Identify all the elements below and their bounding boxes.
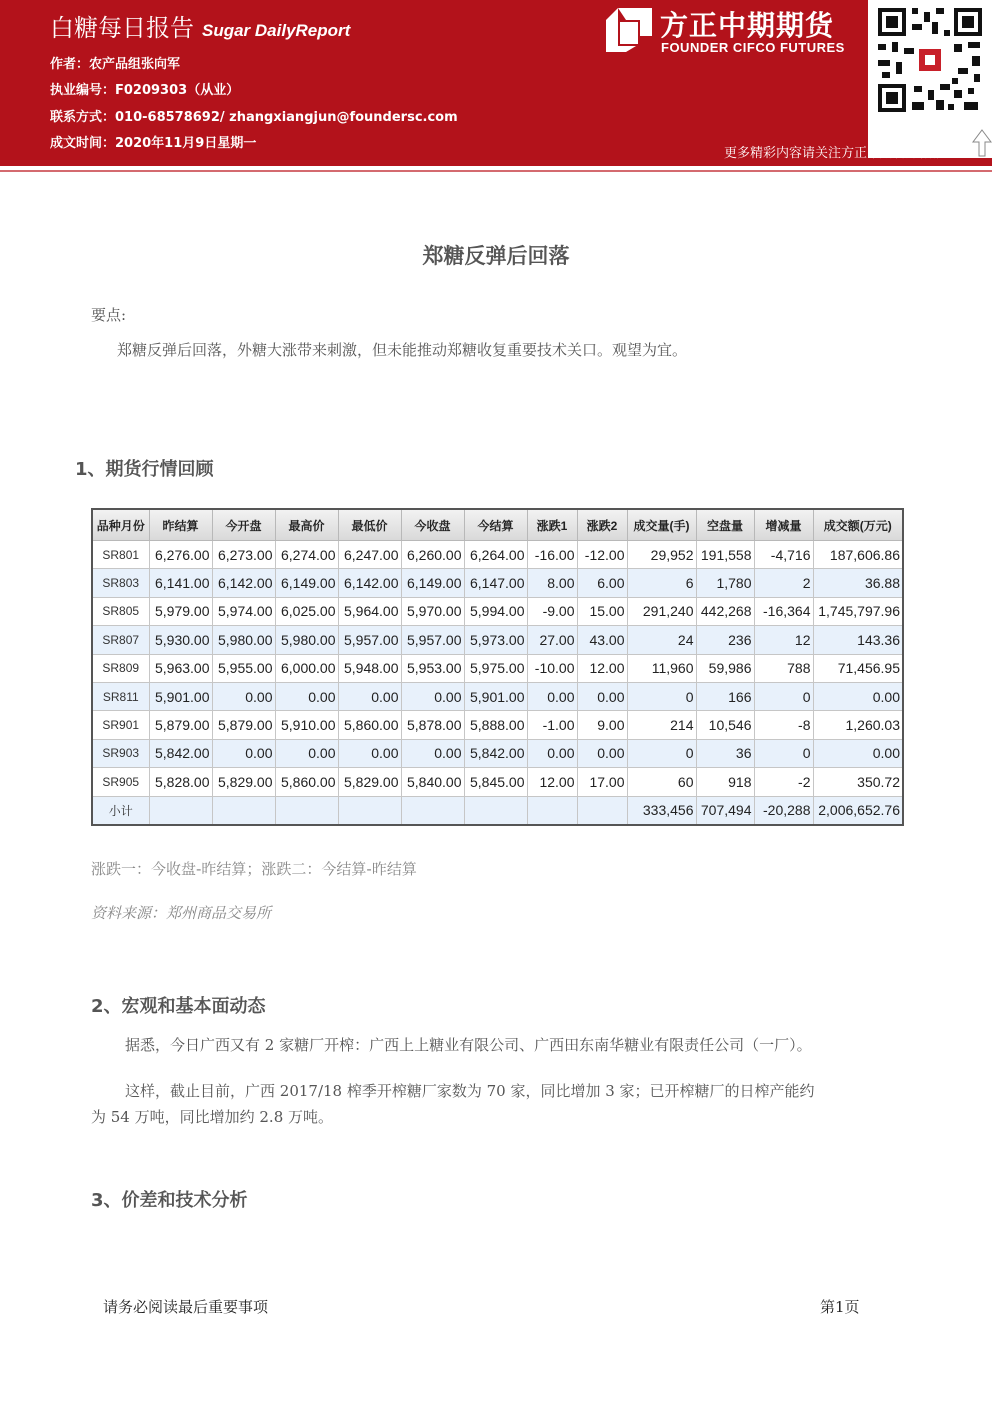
contract-cell: SR809	[92, 654, 149, 682]
table-cell: 6,276.00	[149, 541, 212, 569]
table-cell	[527, 796, 577, 825]
table-cell: 0	[627, 739, 696, 767]
author-line: 作者：农产品组张向军	[50, 57, 181, 72]
table-cell: 6.00	[577, 569, 627, 597]
brand-name-cn: 方正中期期货	[660, 9, 835, 42]
table-cell: 5,829.00	[212, 768, 275, 796]
column-header: 成交量(手)	[627, 509, 696, 541]
table-cell: 5,840.00	[401, 768, 464, 796]
column-header: 涨跌2	[577, 509, 627, 541]
macro-paragraph-1: 据悉，今日广西又有 2 家糖厂开榨：广西上上糖业有限公司、广西田东南华糖业有限责任公司（一厂）。	[125, 1036, 812, 1054]
column-header: 涨跌1	[527, 509, 577, 541]
arrow-up-icon	[972, 128, 992, 158]
table-cell: 36	[696, 739, 754, 767]
table-cell: 6,142.00	[212, 569, 275, 597]
page-number: 第1页	[820, 1298, 860, 1316]
table-cell: 291,240	[627, 597, 696, 625]
table-cell: 5,879.00	[149, 711, 212, 739]
contact-line: 联系方式：010-68578692/ zhangxiangjun@foundersc.com	[50, 110, 458, 125]
section-heading-spread-technical: 3、价差和技术分析	[91, 1190, 248, 1211]
column-header: 最高价	[275, 509, 338, 541]
table-cell: 5,980.00	[212, 626, 275, 654]
table-cell: 0.00	[813, 682, 903, 710]
column-header: 空盘量	[696, 509, 754, 541]
table-row	[92, 541, 903, 569]
column-header: 昨结算	[149, 509, 212, 541]
table-cell: -4,716	[754, 541, 813, 569]
table-cell: 5,860.00	[275, 768, 338, 796]
table-row	[92, 597, 903, 625]
table-cell: 0	[627, 682, 696, 710]
table-cell	[401, 796, 464, 825]
contract-cell: SR805	[92, 597, 149, 625]
table-cell: 5,957.00	[401, 626, 464, 654]
table-cell: 12.00	[527, 768, 577, 796]
table-cell: -10.00	[527, 654, 577, 682]
table-cell: 5,878.00	[401, 711, 464, 739]
table-cell: 59,986	[696, 654, 754, 682]
table-cell: 6,000.00	[275, 654, 338, 682]
table-cell: -8	[754, 711, 813, 739]
table-header-row	[92, 509, 903, 541]
table-cell: 5,879.00	[212, 711, 275, 739]
table-cell: 1,780	[696, 569, 754, 597]
column-header: 今开盘	[212, 509, 275, 541]
table-cell: 6,274.00	[275, 541, 338, 569]
table-cell: 0.00	[275, 682, 338, 710]
table-cell: 0.00	[212, 682, 275, 710]
table-cell	[577, 796, 627, 825]
table-cell: 12	[754, 626, 813, 654]
table-row	[92, 626, 903, 654]
table-cell: 0.00	[338, 682, 401, 710]
contract-cell: SR803	[92, 569, 149, 597]
contract-cell: 小计	[92, 796, 149, 825]
table-cell: 5,948.00	[338, 654, 401, 682]
change-definition-note: 涨跌一：今收盘-昨结算；涨跌二：今结算-昨结算	[91, 860, 417, 878]
table-row	[92, 739, 903, 767]
data-source-note: 资料来源：郑州商品交易所	[91, 904, 272, 922]
table-cell: 6,247.00	[338, 541, 401, 569]
table-cell: 71,456.95	[813, 654, 903, 682]
table-cell: 6,264.00	[464, 541, 527, 569]
table-cell: 0.00	[527, 739, 577, 767]
table-cell: 5,842.00	[149, 739, 212, 767]
table-cell: 918	[696, 768, 754, 796]
table-cell: 29,952	[627, 541, 696, 569]
table-cell: 187,606.86	[813, 541, 903, 569]
wechat-qr-code-icon	[874, 4, 986, 116]
table-cell: -16.00	[527, 541, 577, 569]
table-cell: 191,558	[696, 541, 754, 569]
table-cell: 5,955.00	[212, 654, 275, 682]
table-cell: 11,960	[627, 654, 696, 682]
contract-cell: SR901	[92, 711, 149, 739]
table-cell: 5,974.00	[212, 597, 275, 625]
table-cell: -2	[754, 768, 813, 796]
table-cell: 0	[754, 739, 813, 767]
table-cell: 5,979.00	[149, 597, 212, 625]
column-header: 品种月份	[92, 509, 149, 541]
section-heading-macro-fundamentals: 2、宏观和基本面动态	[91, 996, 266, 1017]
table-cell	[212, 796, 275, 825]
table-row	[92, 569, 903, 597]
contract-cell: SR905	[92, 768, 149, 796]
table-cell: 5,975.00	[464, 654, 527, 682]
table-cell: 0.00	[527, 682, 577, 710]
table-body	[92, 541, 903, 825]
table-cell: 6,149.00	[275, 569, 338, 597]
column-header: 增减量	[754, 509, 813, 541]
table-row	[92, 711, 903, 739]
contract-cell: SR807	[92, 626, 149, 654]
header-divider	[0, 170, 992, 172]
table-cell: 236	[696, 626, 754, 654]
table-cell: -1.00	[527, 711, 577, 739]
table-cell: 36.88	[813, 569, 903, 597]
table-cell: 6,260.00	[401, 541, 464, 569]
table-cell: 707,494	[696, 796, 754, 825]
table-cell: 350.72	[813, 768, 903, 796]
table-cell: 0	[754, 682, 813, 710]
follow-wechat-text: 更多精彩内容请关注方正中期官方微信	[724, 146, 946, 161]
table-cell: 6,025.00	[275, 597, 338, 625]
table-cell: 0.00	[577, 682, 627, 710]
table-cell: 5,901.00	[149, 682, 212, 710]
macro-paragraph-2-line-1: 这样，截止目前，广西 2017/18 榨季开榨糖厂家数为 70 家，同比增加 3 家；已开榨糖厂的日榨产能约	[125, 1082, 815, 1100]
table-cell: 27.00	[527, 626, 577, 654]
table-row	[92, 682, 903, 710]
table-cell: 5,953.00	[401, 654, 464, 682]
table-row	[92, 768, 903, 796]
contract-cell: SR811	[92, 682, 149, 710]
table-cell: -9.00	[527, 597, 577, 625]
founder-logo-icon	[604, 6, 654, 54]
table-cell: 5,860.00	[338, 711, 401, 739]
table-cell: 5,930.00	[149, 626, 212, 654]
key-points-text: 郑糖反弹后回落，外糖大涨带来刺激，但未能推动郑糖收复重要技术关口。观望为宜。	[117, 341, 688, 359]
table-cell: 0.00	[338, 739, 401, 767]
table-cell: 24	[627, 626, 696, 654]
table-cell: 5,980.00	[275, 626, 338, 654]
table-cell: 788	[754, 654, 813, 682]
series-title-en: Sugar DailyReport	[202, 21, 351, 40]
key-points-label: 要点:	[91, 306, 127, 324]
macro-paragraph-2-line-2: 为 54 万吨，同比增加约 2.8 万吨。	[91, 1108, 334, 1126]
table-cell: 0.00	[577, 739, 627, 767]
table-cell	[338, 796, 401, 825]
table-cell: 5,970.00	[401, 597, 464, 625]
footer-disclaimer-notice: 请务必阅读最后重要事项	[103, 1298, 269, 1316]
table-cell: 1,260.03	[813, 711, 903, 739]
table-cell: 12.00	[577, 654, 627, 682]
table-cell: 5,828.00	[149, 768, 212, 796]
date-line: 成文时间：2020年11月9日星期一	[50, 136, 257, 151]
table-cell: 5,842.00	[464, 739, 527, 767]
table-cell: 15.00	[577, 597, 627, 625]
table-cell: -12.00	[577, 541, 627, 569]
table-cell: 214	[627, 711, 696, 739]
table-cell: 6,142.00	[338, 569, 401, 597]
table-cell: 60	[627, 768, 696, 796]
table-cell: 6,149.00	[401, 569, 464, 597]
table-cell: 5,957.00	[338, 626, 401, 654]
table-cell: -20,288	[754, 796, 813, 825]
table-cell: 442,268	[696, 597, 754, 625]
contract-cell: SR903	[92, 739, 149, 767]
table-cell: 0.00	[275, 739, 338, 767]
column-header: 今结算	[464, 509, 527, 541]
table-cell: 5,829.00	[338, 768, 401, 796]
table-cell: -16,364	[754, 597, 813, 625]
column-header: 今收盘	[401, 509, 464, 541]
table-cell: 5,910.00	[275, 711, 338, 739]
report-series-title	[50, 8, 350, 43]
table-cell	[275, 796, 338, 825]
table-cell	[149, 796, 212, 825]
table-subtotal-row	[92, 796, 903, 825]
table-row	[92, 654, 903, 682]
brand-name-en: FOUNDER CIFCO FUTURES	[661, 40, 845, 55]
table-cell: 2,006,652.76	[813, 796, 903, 825]
table-cell: 6	[627, 569, 696, 597]
table-cell: 6,147.00	[464, 569, 527, 597]
column-header: 最低价	[338, 509, 401, 541]
table-cell: 5,973.00	[464, 626, 527, 654]
table-cell	[464, 796, 527, 825]
table-cell: 5,888.00	[464, 711, 527, 739]
table-cell: 17.00	[577, 768, 627, 796]
table-cell: 0.00	[813, 739, 903, 767]
section-heading-futures-review: 1、期货行情回顾	[75, 459, 214, 480]
table-cell: 5,963.00	[149, 654, 212, 682]
table-cell: 6,273.00	[212, 541, 275, 569]
contract-cell: SR801	[92, 541, 149, 569]
futures-quote-table	[91, 508, 904, 826]
column-header: 成交额(万元)	[813, 509, 903, 541]
table-cell: 8.00	[527, 569, 577, 597]
table-cell: 9.00	[577, 711, 627, 739]
table-cell: 0.00	[401, 739, 464, 767]
table-cell: 43.00	[577, 626, 627, 654]
series-title-cn: 白糖每日报告	[50, 14, 194, 42]
table-cell: 5,994.00	[464, 597, 527, 625]
table-cell: 1,745,797.96	[813, 597, 903, 625]
report-title: 郑糖反弹后回落	[422, 244, 570, 268]
table-cell: 2	[754, 569, 813, 597]
table-cell: 166	[696, 682, 754, 710]
table-cell: 10,546	[696, 711, 754, 739]
table-cell: 5,964.00	[338, 597, 401, 625]
table-cell: 0.00	[212, 739, 275, 767]
table-cell: 5,845.00	[464, 768, 527, 796]
table-cell: 6,141.00	[149, 569, 212, 597]
table-cell: 5,901.00	[464, 682, 527, 710]
table-cell: 143.36	[813, 626, 903, 654]
license-line: 执业编号：F0209303（从业）	[50, 83, 240, 98]
table-cell: 333,456	[627, 796, 696, 825]
table-cell: 0.00	[401, 682, 464, 710]
